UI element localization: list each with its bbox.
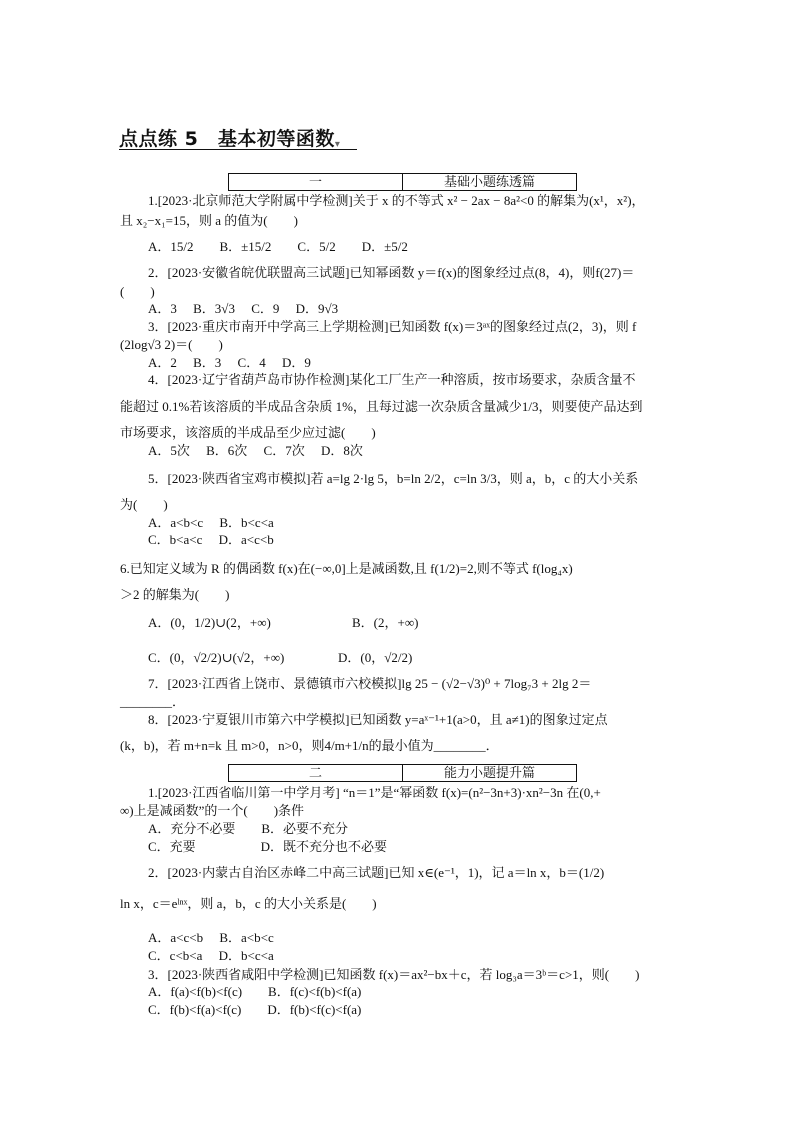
answer-options: A．f(a)<f(b)<f(c) B．f(c)<f(b)<f(a) — [148, 984, 362, 999]
question-line: 1.[2023·北京师范大学附属中学检测]关于 x 的不等式 x² − 2ax − 8a²<0 的解集为(x¹，x²)， — [148, 193, 645, 208]
section-header-advanced — [228, 764, 577, 782]
answer-option-b: B．(2，+∞) — [352, 615, 419, 630]
question-line: (2log√3 2)＝( ) — [120, 337, 223, 352]
question-line: ( ) — [120, 284, 155, 299]
question-line: 2．[2023·内蒙古自治区赤峰二中高三试题]已知 x∈(e⁻¹，1)，记 a＝ln x，b＝(1/2) — [148, 865, 605, 880]
question-line: ln x，c＝eˡⁿˣ，则 a，b，c 的大小关系是( ) — [120, 896, 377, 911]
question-line: ＞2 的解集为( ) — [120, 587, 230, 602]
answer-option-c: C．(0，√2/2)∪(√2，+∞) — [148, 650, 285, 665]
page-title: 点点练 5 基本初等函数▾ — [119, 128, 341, 150]
answer-options: A．2 B．3 C．4 D．9 — [148, 355, 311, 370]
answer-options: A．5次 B．6次 C．7次 D．8次 — [148, 443, 363, 458]
question-line: 6.已知定义域为 R 的偶函数 f(x)在(−∞,0]上是减函数,且 f(1/2)=2,则不等式 f(log₄x) — [120, 561, 573, 576]
answer-option-d: D．(0，√2/2) — [338, 650, 413, 665]
answer-options: C．f(b)<f(a)<f(c) D．f(b)<f(c)<f(a) — [148, 1002, 362, 1017]
question-line: 2．[2023·安徽省皖优联盟高三试题]已知幂函数 y＝f(x)的图象经过点(8，4)，则f(27)＝ — [148, 265, 635, 280]
question-line: 为( ) — [120, 497, 168, 512]
answer-options: A．充分不必要 B．必要不充分 — [148, 821, 349, 836]
question-line: 4．[2023·辽宁省葫芦岛市协作检测]某化工厂生产一种溶质，按市场要求，杂质含量不 — [148, 372, 636, 387]
section-label: 能力小题提升篇 — [402, 765, 576, 781]
question-line: 1.[2023·江西省临川第一中学月考] “n＝1”是“幂函数 f(x)=(n²−3n+3)·xn²−3n 在(0,+ — [148, 785, 601, 800]
fill-blank: ________． — [120, 694, 186, 709]
question-line: 5．[2023·陕西省宝鸡市模拟]若 a=lg 2·lg 5，b=ln 2/2，c=ln 3/3，则 a，b，c 的大小关系 — [148, 471, 639, 486]
answer-options: A．a<c<b B．a<b<c — [148, 930, 274, 945]
answer-option-a: A．(0，1/2)∪(2，+∞) — [148, 615, 271, 630]
dropdown-marker-icon: ▾ — [334, 139, 341, 150]
question-line: 市场要求，该溶质的半成品至少应过滤( ) — [120, 425, 376, 440]
section-number: 二 — [308, 765, 322, 780]
answer-options: C．c<b<a D．b<c<a — [148, 948, 274, 963]
answer-options: C．充要 D．既不充分也不必要 — [148, 839, 388, 854]
answer-options: A．15/2 B．±15/2 C．5/2 D．±5/2 — [148, 239, 408, 254]
question-line: 3．[2023·重庆市南开中学高三上学期检测]已知函数 f(x)＝3ᵃˣ的图象经过点(2，3)，则 f — [148, 319, 637, 334]
answer-options: C．b<a<c D．a<c<b — [148, 532, 274, 547]
question-line: 能超过 0.1%若该溶质的半成品含杂质 1%，且每过滤一次杂质含量减少1/3，则要使产品达到 — [120, 399, 643, 414]
section-label: 基础小题练透篇 — [402, 174, 576, 190]
answer-options: A．a<b<c B．b<c<a — [148, 515, 274, 530]
question-line: 3．[2023·陕西省咸阳中学检测]已知函数 f(x)＝ax²−bx＋c，若 log₃a＝3ᵇ＝c>1，则( ) — [148, 967, 640, 982]
question-line: 且 x₂−x₁=15，则 a 的值为( ) — [120, 213, 298, 228]
question-line: (k，b)，若 m+n=k 且 m>0，n>0，则4/m+1/n的最小值为________． — [120, 738, 499, 753]
answer-options: A．3 B．3√3 C．9 D．9√3 — [148, 301, 339, 316]
question-line: 7．[2023·江西省上饶市、景德镇市六校模拟]lg 25 − (√2−√3)⁰ + 7log₇3 + 2lg 2＝ — [148, 676, 592, 691]
title-underline — [119, 149, 357, 150]
section-number: 一 — [308, 174, 322, 189]
question-line: ∞)上是减函数”的一个( )条件 — [120, 803, 305, 818]
question-line: 8．[2023·宁夏银川市第六中学模拟]已知函数 y=aˣ⁻¹+1(a>0，且 a≠1)的图象过定点 — [148, 712, 608, 727]
section-header-basic — [228, 173, 577, 191]
